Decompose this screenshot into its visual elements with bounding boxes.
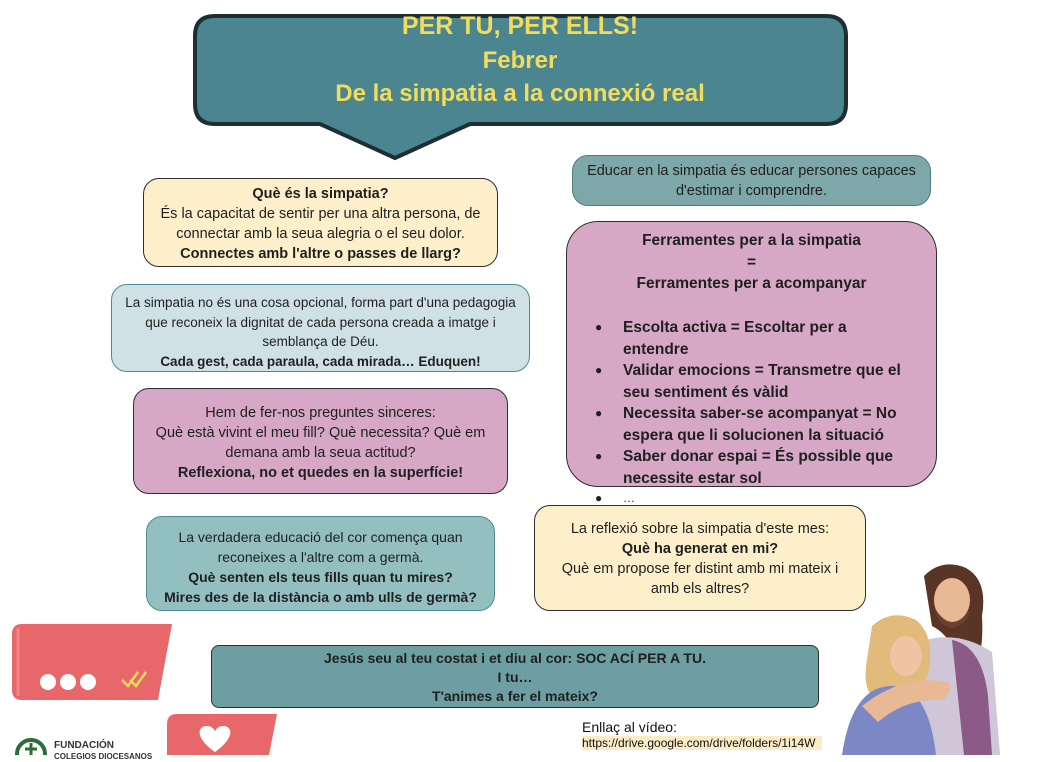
educar-line-1: Educar en la simpatia és educar persones capaces: [587, 163, 916, 179]
jesus-line-1: Jesús seu al teu costat i et diu al cor: SOC ACÍ PER A TU.: [324, 650, 706, 666]
what-line-1: És la capacitat de sentir per una altra persona, de: [160, 206, 481, 222]
heart-bubble: [165, 712, 285, 755]
what-is-sympathy-box: [143, 178, 498, 267]
reflection-line-3: amb els altres?: [650, 581, 750, 597]
header-month: Febrer: [482, 47, 558, 74]
questions-line-3: demana amb la seua actitud?: [225, 445, 416, 461]
reflection-bold: Què ha generat en mi?: [621, 541, 779, 557]
reflection-line-1: La reflexió sobre la simpatia d'este mes:: [570, 521, 830, 537]
what-title: Què és la simpatia?: [252, 186, 389, 202]
logo-line-1: FUNDACIÓN: [54, 740, 114, 751]
foundation-logo-icon: [14, 737, 48, 755]
video-label: Enllaç al vídeo:: [582, 719, 677, 735]
reflection-box: [534, 505, 866, 611]
video-url-link[interactable]: https://drive.google.com/drive/folders/1i14W: [582, 736, 822, 750]
jesus-line-2: I tu…: [497, 669, 533, 685]
pedagogy-line-1: La simpatia no és una cosa opcional, forma part d'una pedagogia: [125, 295, 516, 310]
list-item: ● Saber donar espai = És possible que necessite estar sol: [595, 446, 915, 489]
what-question: Connectes amb l'altre o passes de llarg?: [180, 246, 461, 262]
educar-box: [572, 155, 931, 206]
list-item: ● Validar emocions = Transmetre que el seu sentiment és vàlid: [595, 360, 915, 403]
header-subtitle: De la simpatia a la connexió real: [335, 80, 705, 107]
tools-equals: =: [746, 253, 757, 271]
tools-list: [595, 317, 915, 507]
heart-bold-2: Mires des de la distància o amb ulls de germà?: [164, 589, 477, 605]
chat-dots-icon: [8, 620, 180, 712]
questions-bold: Reflexiona, no et quedes en la superfície!: [177, 465, 464, 481]
what-line-2: connectar amb la seua alegria o el seu dolor.: [176, 226, 465, 242]
foundation-logo-text: [54, 740, 152, 762]
jesus-message-box: [211, 645, 819, 708]
heart-education-box: [146, 516, 495, 611]
pedagogy-box: [111, 284, 530, 372]
header-title: PER TU, PER ELLS!: [401, 12, 639, 40]
questions-line-1: Hem de fer-nos preguntes sinceres:: [205, 405, 436, 421]
jesus-line-3: T'animes a fer el mateix?: [432, 688, 598, 704]
tools-title-1: Ferramentes per a la simpatia: [642, 232, 861, 249]
sincere-questions-box: [133, 388, 508, 494]
logo-line-2: COLEGIOS DIOCESANOS: [54, 752, 153, 761]
heart-bold-1: Què senten els teus fills quan tu mires?: [188, 569, 453, 585]
questions-line-2: Què està vivint el meu fill? Què necessita? Què em: [155, 425, 486, 441]
tools-title-2: Ferramentes per a acompanyar: [636, 275, 867, 292]
list-item: ● …: [595, 489, 915, 507]
tools-box: [566, 221, 937, 505]
list-item: ● Escolta activa = Escoltar per a entendre: [595, 317, 915, 360]
embrace-illustration: [832, 556, 1012, 755]
list-item: ● Necessita saber-se acompanyat = No espera que li solucionen la situació: [595, 403, 915, 446]
educar-line-2: d'estimar i comprendre.: [675, 183, 828, 199]
pedagogy-bold: Cada gest, cada paraula, cada mirada… Eduquen!: [160, 353, 481, 369]
pedagogy-line-3: semblança de Déu.: [262, 334, 379, 349]
video-link-block: [582, 719, 822, 750]
heart-line-2: reconeixes a l'altre com a germà.: [217, 549, 424, 565]
reflection-line-2: Què em propose fer distint amb mi mateix i: [561, 561, 839, 577]
heart-line-1: La verdadera educació del cor comença quan: [178, 529, 463, 545]
pedagogy-line-2: que reconeix la dignitat de cada persona creada a imatge i: [145, 314, 496, 330]
